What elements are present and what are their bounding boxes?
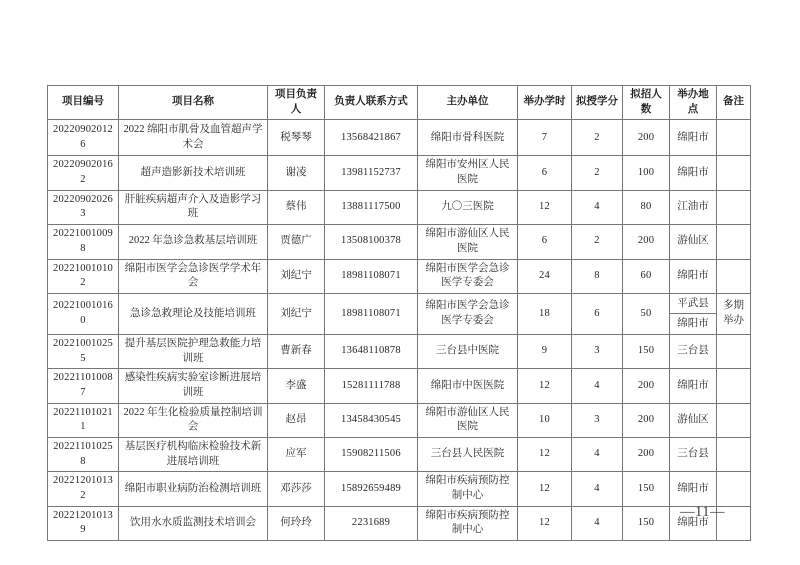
cell-hours: 24 [518,259,572,293]
cell-enrollment: 100 [623,156,670,190]
cell-project-name: 超声造影新技术培训班 [119,156,268,190]
cell-project-id: 202211010211 [48,403,119,437]
table-row [48,403,751,437]
cell-enrollment: 200 [623,369,670,403]
cell-project-id: 202210010102 [48,259,119,293]
cell-hours: 6 [518,225,572,259]
column-header: 主办单位 [418,86,518,120]
cell-credits: 4 [572,190,623,224]
cell-project-id: 202209020263 [48,190,119,224]
cell-organizer: 绵阳市医学会急诊医学专委会 [418,293,518,334]
cell-project-name: 急诊急救理论及技能培训班 [119,293,268,334]
cell-hours: 7 [518,120,572,156]
cell-hours: 12 [518,438,572,472]
cell-location: 游仙区 [670,403,717,437]
cell-project-name: 提升基层医院护理急救能力培训班 [119,334,268,368]
cell-credits: 4 [572,506,623,540]
cell-project-id: 202210010160 [48,293,119,334]
column-header: 备注 [717,86,751,120]
cell-credits: 4 [572,369,623,403]
cell-leader-phone: 18981108071 [325,293,418,334]
cell-organizer: 绵阳市安州区人民医院 [418,156,518,190]
table-row [48,259,751,293]
table-row [48,293,751,334]
location-sub-cell: 平武县 [670,294,716,314]
cell-hours: 6 [518,156,572,190]
table-body [48,120,751,541]
cell-project-id: 202209020126 [48,120,119,156]
table-row [48,472,751,506]
cell-project-name: 感染性疾病实验室诊断进展培训班 [119,369,268,403]
cell-leader-name: 贾德广 [268,225,325,259]
column-header: 项目名称 [119,86,268,120]
table-header-row [48,86,751,120]
column-header: 项目编号 [48,86,119,120]
cell-leader-name: 应军 [268,438,325,472]
cell-organizer: 绵阳市骨科医院 [418,120,518,156]
cell-project-id: 202210010098 [48,225,119,259]
cell-project-name: 2022 年急诊急救基层培训班 [119,225,268,259]
cell-credits: 4 [572,438,623,472]
cell-hours: 18 [518,293,572,334]
cell-organizer: 绵阳市中医医院 [418,369,518,403]
cell-hours: 12 [518,369,572,403]
cell-leader-phone: 13458430545 [325,403,418,437]
cell-hours: 12 [518,190,572,224]
cell-project-id: 202212010132 [48,472,119,506]
cell-leader-name: 税琴琴 [268,120,325,156]
table-row [48,369,751,403]
cell-project-name: 绵阳市医学会急诊医学学术年会 [119,259,268,293]
cell-location: 游仙区 [670,225,717,259]
location-sub-cell: 绵阳市 [677,317,709,329]
table-row [48,438,751,472]
column-header: 项目负责人 [268,86,325,120]
table-row [48,506,751,540]
cell-remark [717,403,751,437]
cell-enrollment: 150 [623,334,670,368]
cell-leader-phone: 13881117500 [325,190,418,224]
cell-enrollment: 200 [623,438,670,472]
cell-remark [717,438,751,472]
cell-location: 三台县 [670,334,717,368]
cell-credits: 3 [572,403,623,437]
cell-leader-name: 曹新春 [268,334,325,368]
cell-project-name: 绵阳市职业病防治检测培训班 [119,472,268,506]
cell-credits: 2 [572,120,623,156]
cell-enrollment: 200 [623,403,670,437]
projects-table [47,85,751,541]
cell-leader-phone: 18981108071 [325,259,418,293]
cell-organizer: 绵阳市游仙区人民医院 [418,225,518,259]
cell-project-name: 肝脏疾病超声介入及造影学习班 [119,190,268,224]
cell-project-id: 202212010139 [48,506,119,540]
cell-leader-name: 刘纪宁 [268,293,325,334]
cell-organizer: 绵阳市疾病预防控制中心 [418,506,518,540]
column-header: 拟授学分 [572,86,623,120]
cell-location: 绵阳市 [670,259,717,293]
cell-project-name: 2022 年生化检验质量控制培训会 [119,403,268,437]
column-header: 拟招人数 [623,86,670,120]
cell-leader-name: 赵昂 [268,403,325,437]
cell-remark: 多期举办 [717,293,751,334]
cell-leader-name: 蔡伟 [268,190,325,224]
cell-remark [717,190,751,224]
cell-project-name: 2022 绵阳市肌骨及血管超声学术会 [119,120,268,156]
cell-enrollment: 60 [623,259,670,293]
cell-remark [717,259,751,293]
cell-leader-name: 李盛 [268,369,325,403]
column-header: 举办地点 [670,86,717,120]
cell-location [670,293,717,334]
cell-organizer: 三台县人民医院 [418,438,518,472]
cell-location: 绵阳市 [670,472,717,506]
cell-credits: 2 [572,225,623,259]
cell-organizer: 绵阳市医学会急诊医学专委会 [418,259,518,293]
cell-enrollment: 80 [623,190,670,224]
cell-remark [717,225,751,259]
cell-organizer: 九〇三医院 [418,190,518,224]
cell-leader-phone: 13648110878 [325,334,418,368]
cell-remark [717,369,751,403]
cell-location: 江油市 [670,190,717,224]
cell-remark [717,156,751,190]
cell-hours: 9 [518,334,572,368]
cell-leader-name: 邓莎莎 [268,472,325,506]
cell-leader-phone: 15281111788 [325,369,418,403]
page-number: —11— [680,504,725,520]
cell-location: 绵阳市 [670,369,717,403]
cell-leader-name: 何玲玲 [268,506,325,540]
table-row [48,190,751,224]
table-row [48,334,751,368]
cell-hours: 12 [518,506,572,540]
cell-leader-phone: 15892659489 [325,472,418,506]
cell-remark [717,334,751,368]
cell-organizer: 三台县中医院 [418,334,518,368]
cell-hours: 12 [518,472,572,506]
column-header: 负责人联系方式 [325,86,418,120]
cell-project-id: 202211010258 [48,438,119,472]
cell-location: 三台县 [670,438,717,472]
table-row [48,225,751,259]
cell-project-id: 202211010087 [48,369,119,403]
cell-enrollment: 200 [623,120,670,156]
cell-hours: 10 [518,403,572,437]
cell-leader-name: 刘纪宁 [268,259,325,293]
cell-credits: 3 [572,334,623,368]
column-header: 举办学时 [518,86,572,120]
header-row [48,86,751,120]
cell-project-name: 饮用水水质监测技术培训会 [119,506,268,540]
cell-project-id: 202210010255 [48,334,119,368]
cell-credits: 6 [572,293,623,334]
cell-project-name: 基层医疗机构临床检验技术新进展培训班 [119,438,268,472]
cell-credits: 4 [572,472,623,506]
cell-leader-name: 谢凌 [268,156,325,190]
cell-remark [717,472,751,506]
cell-location: 绵阳市 [670,120,717,156]
cell-enrollment: 50 [623,293,670,334]
cell-location: 绵阳市 [670,156,717,190]
cell-enrollment: 200 [623,225,670,259]
cell-enrollment: 150 [623,506,670,540]
cell-organizer: 绵阳市游仙区人民医院 [418,403,518,437]
cell-location: 绵阳市 [670,506,717,540]
cell-leader-phone: 2231689 [325,506,418,540]
cell-leader-phone: 15908211506 [325,438,418,472]
cell-enrollment: 150 [623,472,670,506]
cell-leader-phone: 13508100378 [325,225,418,259]
cell-leader-phone: 13981152737 [325,156,418,190]
table-row [48,156,751,190]
cell-remark [717,120,751,156]
cell-credits: 2 [572,156,623,190]
cell-organizer: 绵阳市疾病预防控制中心 [418,472,518,506]
cell-leader-phone: 13568421867 [325,120,418,156]
table-row [48,120,751,156]
cell-project-id: 202209020162 [48,156,119,190]
cell-credits: 8 [572,259,623,293]
